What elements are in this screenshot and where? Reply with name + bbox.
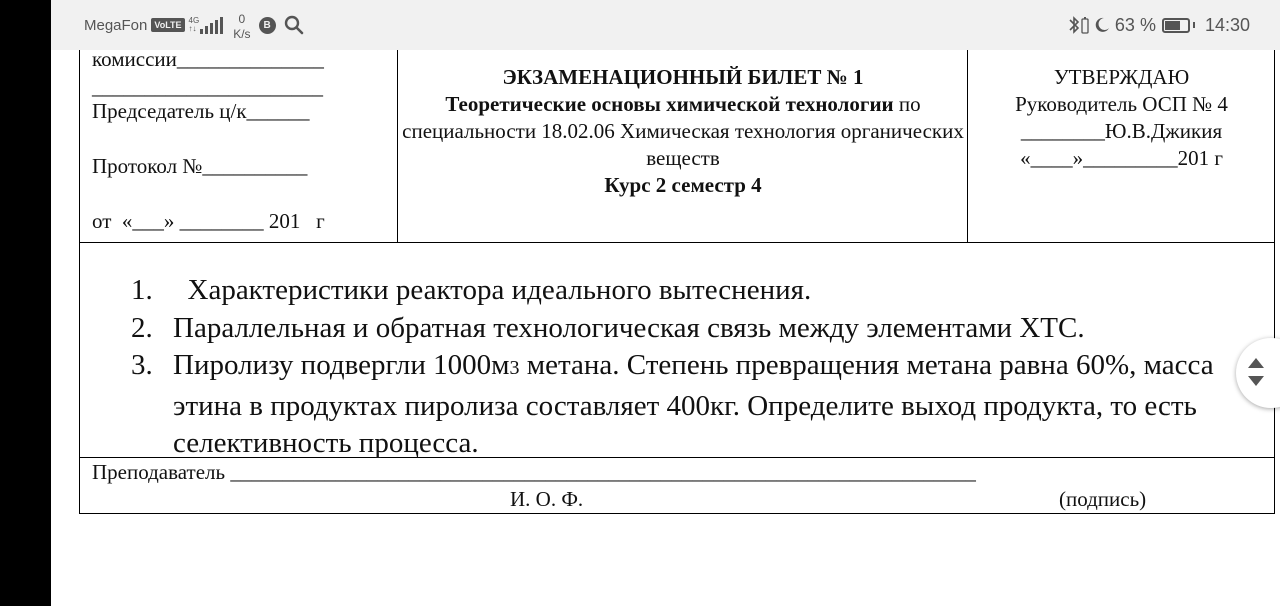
network-speed: 0 K/s (233, 12, 251, 41)
signal-strength-icon (200, 16, 225, 34)
signature-label: (подпись) (1059, 487, 1147, 511)
chairman-line: Председатель ц/к______ (92, 99, 310, 123)
search-icon (284, 15, 304, 35)
bluetooth-icon (1067, 15, 1081, 35)
battery-icon (1162, 18, 1190, 33)
ticket-course: Курс 2 семестр 4 (604, 173, 762, 197)
scroll-up-icon[interactable] (1248, 358, 1264, 368)
vk-notification-icon: B (259, 17, 276, 34)
list-item: 3. Пиролизу подвергли 1000м3 метана. Степень превращения метана равна 60%, масса этина в продуктах пиролиза составляет 400кг. Определите выход продукта, то есть селективность процесса. (131, 349, 1214, 459)
clock: 14:30 (1204, 14, 1250, 35)
status-bar (51, 0, 1280, 50)
protocol-line: Протокол №__________ (92, 154, 308, 178)
head-signature: ________Ю.В.Джикия (1020, 119, 1223, 143)
network-type-icon: 4G ↑↓ (188, 16, 200, 33)
commission-line: комиссии______________ (92, 47, 324, 71)
list-item: 1. Характеристики реактора идеального вытеснения. (131, 274, 812, 306)
head-label: Руководитель ОСП № 4 (1015, 92, 1228, 116)
battery-saver-icon (1081, 16, 1089, 34)
battery-percent: 63 % (1114, 14, 1156, 35)
ticket-title-cell (399, 64, 967, 199)
blank-line: ______________________ (92, 75, 323, 99)
approval-date: «____»_________201 г (1020, 146, 1223, 170)
approval-cell (969, 64, 1274, 172)
scroll-down-icon[interactable] (1248, 376, 1264, 386)
date-line: от «___» ________ 201 г (92, 209, 325, 233)
approve-label: УТВЕРЖДАЮ (1053, 65, 1190, 89)
carrier-name: MegaFon (84, 16, 148, 34)
teacher-line: Преподаватель _______________________________________________________________________ (92, 460, 976, 484)
questions-list (131, 272, 1261, 463)
ticket-title: ЭКЗАМЕНАЦИОННЫЙ БИЛЕТ № 1 (502, 65, 864, 89)
left-black-bar (0, 0, 51, 606)
fio-label: И. О. Ф. (510, 487, 584, 511)
exam-ticket-document (79, 47, 1275, 514)
volte-icon: VoLTE (151, 18, 184, 32)
list-item: 2. Параллельная и обратная технологическая связь между элементами ХТС. (131, 311, 1085, 344)
do-not-disturb-moon-icon (1093, 16, 1111, 34)
ticket-subject: Теоретические основы химической технологии по специальности 18.02.06 Химическая технология органических веществ (402, 92, 964, 170)
